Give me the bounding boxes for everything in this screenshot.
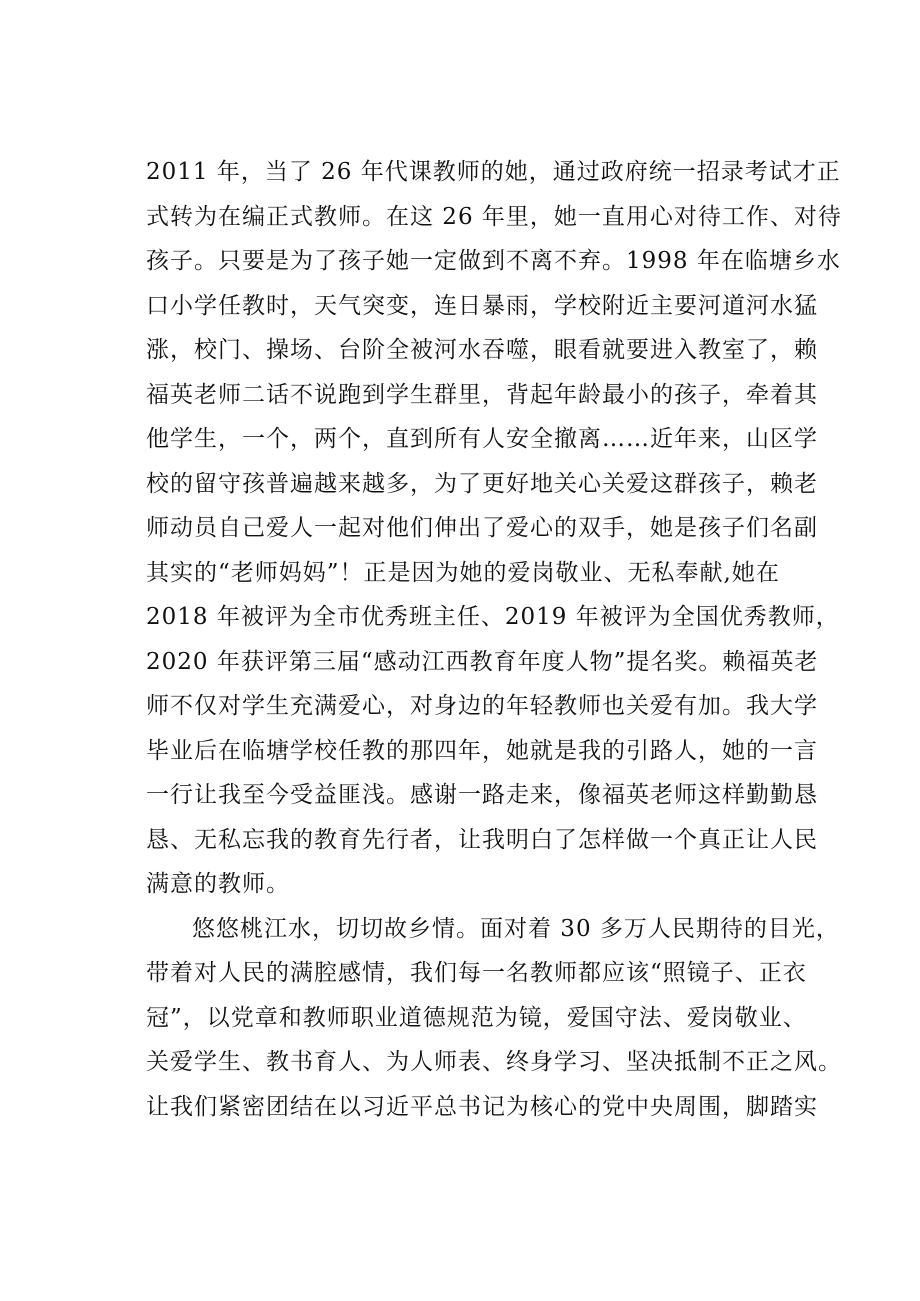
text-line: 口小学任教时，天气突变，连日暴雨，学校附近主要河道河水猛 xyxy=(146,292,818,319)
text-line: 孩子。只要是为了孩子她一定做到不离不弃。1998 年在临塘乡水 xyxy=(146,248,841,274)
text-line: 毕业后在临塘学校任教的那四年，她就是我的引路人，她的一言 xyxy=(146,737,818,764)
text-line: 关爱学生、教书育人、为人师表、终身学习、坚决抵制不正之风。 xyxy=(146,1049,842,1075)
text-line: 式转为在编正式教师。在这 26 年里，她一直用心对待工作、对待 xyxy=(146,203,842,230)
text-line: 涨，校门、操场、台阶全被河水吞噬，眼看就要进入教室了，赖 xyxy=(146,337,818,363)
text-line: 2018 年被评为全市优秀班主任、2019 年被评为全国优秀教师， xyxy=(146,604,840,630)
text-line: 带着对人民的满腔感情，我们每一名教师都应该“照镜子、正衣 xyxy=(146,960,807,986)
text-line: 他学生，一个，两个，直到所有人安全撤离……近年来，山区学 xyxy=(146,426,818,452)
text-line: 悠悠桃江水，切切故乡情。面对着 30 多万人民期待的目光， xyxy=(192,915,840,942)
document-body xyxy=(146,150,842,1129)
text-line: 冠”，以党章和教师职业道德规范为镜，爱国守法、爱岗敬业、 xyxy=(146,1004,807,1031)
text-line: 2020 年获评第三届“感动江西教育年度人物”提名奖。赖福英老 xyxy=(146,648,819,675)
text-line: 恳、无私忘我的教育先行者，让我明白了怎样做一个真正让人民 xyxy=(146,826,818,853)
paragraph-2 xyxy=(146,907,842,1130)
text-line: 满意的教师。 xyxy=(146,871,290,897)
text-line: 师动员自己爱人一起对他们伸出了爱心的双手，她是孩子们名副 xyxy=(146,515,818,541)
paragraph-1 xyxy=(146,150,842,907)
text-line: 让我们紧密团结在以习近平总书记为核心的党中央周围，脚踏实 xyxy=(146,1093,818,1120)
text-line: 师不仅对学生充满爱心，对身边的年轻教师也关爱有加。我大学 xyxy=(146,693,818,719)
text-line: 其实的“老师妈妈”！正是因为她的爱岗敬业、无私奉献,她在 xyxy=(146,559,780,586)
text-line: 福英老师二话不说跑到学生群里，背起年龄最小的孩子，牵着其 xyxy=(146,381,818,408)
text-line: 校的留守孩普遍越来越多，为了更好地关心关爱这群孩子，赖老 xyxy=(146,470,818,497)
text-line: 一行让我至今受益匪浅。感谢一路走来，像福英老师这样勤勤恳 xyxy=(146,782,818,808)
text-line: 2011 年，当了 26 年代课教师的她，通过政府统一招录考试才正 xyxy=(146,159,841,185)
